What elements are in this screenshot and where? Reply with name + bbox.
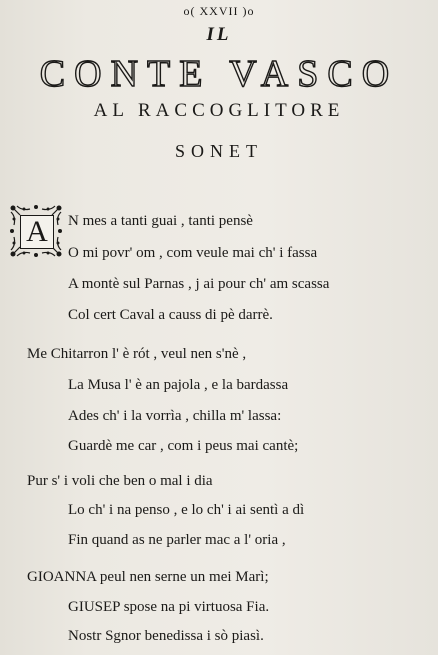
title-sub: AL RACCOGLITORE	[93, 100, 345, 121]
verse-line: Pur s' i voli che ben o mal i dia	[27, 473, 213, 489]
verse-line: Col cert Caval a causs di pè darrè.	[68, 307, 273, 323]
dropcap-ornament	[8, 203, 64, 259]
verse-line: A montè sul Parnas , j ai pour ch' am scassa	[68, 276, 330, 292]
page-header: o( XXVII )o	[183, 4, 255, 18]
verse-line: Fin quand as ne parler mac a l' oria ,	[68, 532, 286, 548]
title-il: IL	[206, 24, 232, 45]
verse-line: Ades ch' i la vorrìa , chilla m' lassa:	[68, 408, 282, 424]
verse-line: O mi povr' om , com veule mai ch' i fassa	[68, 245, 318, 261]
title-main: CONTE VASCO	[39, 53, 399, 95]
verse-line: Me Chitarron l' è rót , veul nen s'nè ,	[27, 346, 247, 362]
verse-line: Lo ch' i na penso , e lo ch' i ai sentì a dì	[68, 502, 305, 518]
verse-line: N mes a tanti guai , tanti pensè	[68, 213, 253, 229]
verse-line: Guardè me car , com i peus mai cantè;	[68, 438, 299, 454]
verse-line: La Musa l' è an pajola , e la bardassa	[68, 377, 289, 393]
verse-line: Nostr Sgnor benedissa i sò piasì.	[68, 628, 264, 644]
verse-line: GIOANNA peul nen serne un mei Marì;	[27, 569, 269, 585]
bleed-through-texture	[200, 0, 438, 655]
dropcap-letter: A	[20, 215, 54, 249]
verse-line: GIUSEP spose na pi virtuosa Fia.	[68, 599, 270, 615]
title-sonet: SONET	[175, 141, 263, 161]
